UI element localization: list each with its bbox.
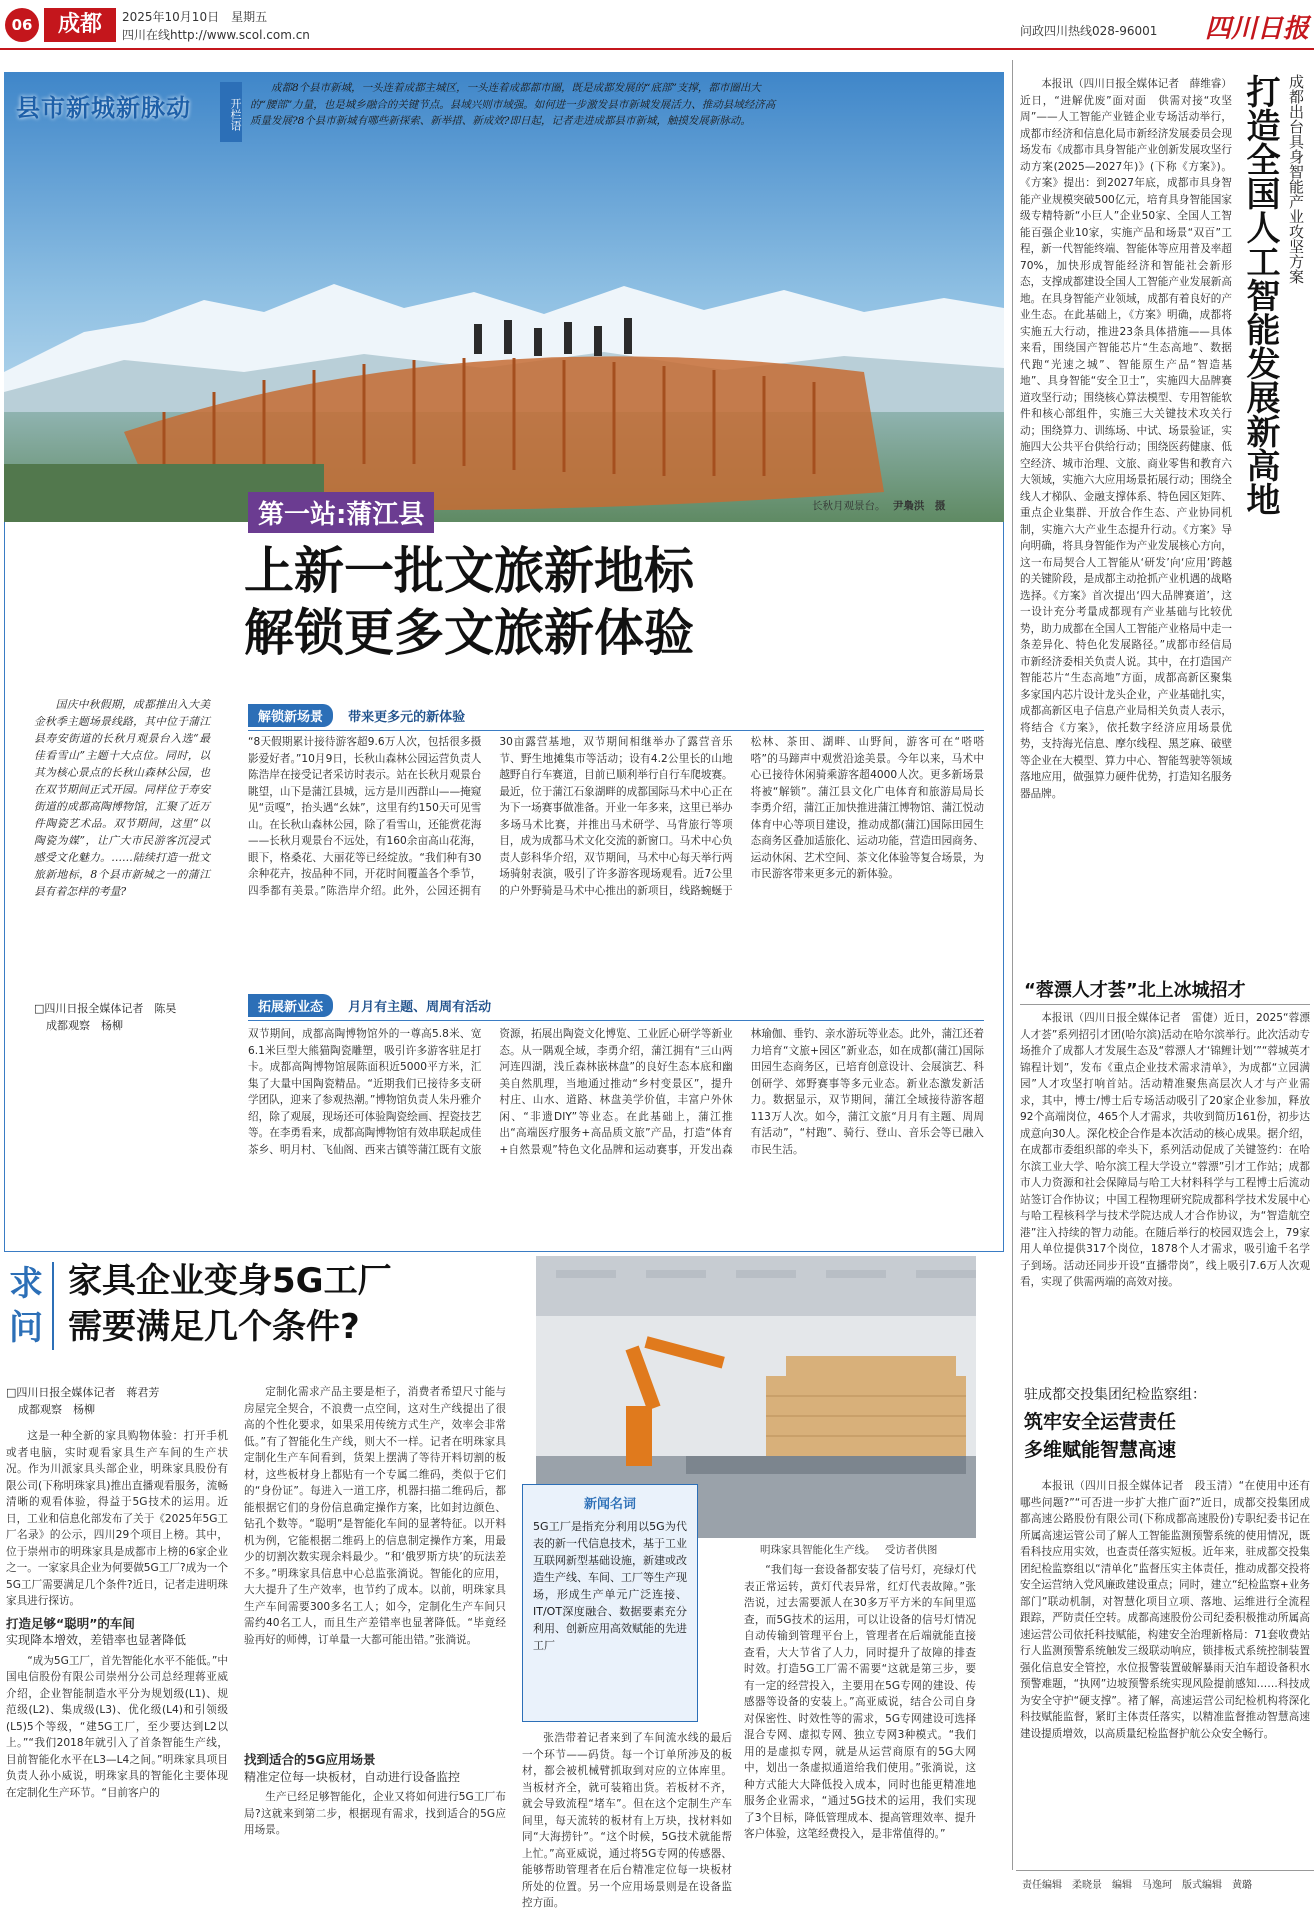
qiuwen-col1-para2: “成为5G工厂，首先智能化水平不能低。”中国电信股份有限公司崇州分公司总经理蒋亚威介绍，企业智能制造水平分为规划级(L1)、规范级(L2)、集成级(L3)、优化级(L4)和引领级(L5)5个等级，“建5G工厂，至少要达到L2以上。”“我们2018年就引入了首条智能生产线，目前智能化水平在L3—L4之间。”明珠家具项目负责人孙小威说，明珠家具的智能化主要体现在定制化生产环节。“目前客户的 bbox=[6, 1654, 228, 1799]
qiuwen-col2 bbox=[244, 1384, 506, 1839]
feature-byline-reporter: □四川日报全媒体记者 陈昊 bbox=[34, 1002, 177, 1015]
story2-para: 本报讯（四川日报全媒体记者 雷倢）近日，2025“蓉漂人才荟”系列招引才团(哈尔滨)活动在哈尔滨举行。此次活动专场推介了成都人才发展生态及“蓉漂人才‘锦鲤计划’”“蓉城英才锦程计划”，发布《重点企业技术需求清单》，为成都“立园满园”人才攻坚打响首站。活动精准聚焦高层次人才与产业需求，其中，博士/博士后专场活动吸引了20家企业参加，释放92个高端岗位，465个人才需求，共收到简历161份，初步达成意向30人。深化校企合作是本次活动的核心成果。据介绍，在成都市委组织部的牵头下，系列活动促成了关键签约：在哈尔滨工业大学、哈尔滨工程大学设立“蓉漂”引才工作站；成都市人力资源和社会保障局与哈工大材料科学与工程博士后流动站签订合作协议；中国工程物理研究院成都科学技术发展中心与哈工程核科学与技术学院达成人才合作协议，为“智造航空港”注入持续的智力动能。在随后举行的校园双选会上，79家用人单位提供317个岗位，1878个人才需求，吸引逾千名学子到场。活动还同步开设“直播带岗”，线上吸引7.6万人次观看，实现了供需两端的高效对接。 bbox=[1020, 1012, 1310, 1288]
factory-photo-credit: 受访者供图 bbox=[884, 1544, 938, 1556]
site-url[interactable]: 四川在线http://www.scol.com.cn bbox=[122, 28, 310, 42]
issue-date: 2025年10月10日 星期五 bbox=[122, 10, 268, 24]
qiuwen-byline bbox=[6, 1384, 159, 1418]
qiuwen-tag-2: 问 bbox=[9, 1308, 43, 1348]
qiuwen-sub1 bbox=[6, 1616, 228, 1649]
main-story-title: 打造全国人工智能发展新高地 bbox=[1240, 74, 1280, 516]
feature-headline-line1: 上新一批文旅新地标 bbox=[244, 542, 694, 600]
qiuwen-col1 bbox=[6, 1428, 228, 1861]
footer-rule bbox=[1016, 1870, 1314, 1871]
qiuwen-sub2 bbox=[244, 1752, 506, 1785]
qiuwen-col2-para: 定制化需求产品主要是柜子，消费者希望尺寸能与房屋完全契合，不浪费一点空间，这对生产线提出了很高的个性化要求，如果采用传统方式生产，效率会非常低。”有了智能化生产线，则大不一样。记者在明珠家具定制化生产车间看到，货架上摆满了等待开料切割的板材，这些板材身上都贴有一个专属二维码，类似于它们的“身份证”。每进入一道工序，机器扫描二维码后，都能根据它们的身份信息确定操作方案，比如封边颜色、钻孔个数等。“聪明”是智能化车间的显著特征。以开料机为例，它能根据二维码上的信息制定操作方案，用最少的切割次数实现余料最少。“和‘俄罗斯方块’的玩法差不多。”明珠家具信息中心总监张淌说。智能化的应用，大大提升了生产效率，也节约了成本。以前，明珠家具生产车间需要300多名工人；如今，定制化生产车间只需约40名工人，而且生产差错率也显著降低。“毕竟经验再好的师傅，订单量一大都可能出错。”张淌说。 bbox=[244, 1386, 506, 1646]
footer-editors: 责任编辑 柔晓景 编辑 马逸珂 版式编辑 黄璐 bbox=[1022, 1880, 1252, 1891]
section-2-body: 双节期间，成都高陶博物馆外的一尊高5.8米、宽6.1米巨型大熊猫陶瓷雕塑，吸引许多游客驻足打卡。成都高陶博物馆展陈面积近5000平方米，汇集了大量中国陶瓷精品。“近期我们已接待多支研学团队，迎来了参观热潮。”博物馆负责人朱丹雅介绍，除了观展，现场还可体验陶瓷绘画、捏瓷技艺等。在李勇看来，成都高陶博物馆有效串联起成佳茶乡、明月村、飞仙阁、西来古镇等蒲江既有文旅资源，拓展出陶瓷文化博览、工业匠心研学等新业态。从一隅观全域，李勇介绍，蒲江拥有“三山两河连四湖，浅丘森林嵌林盘”的良好生态本底和幽美自然肌理，当地通过推动“乡村变景区”，提升村庄、山水、道路、林盘美学价值，丰富户外休闲、“非遗DIY”等业态。在此基础上，蒲江推出“高端医疗服务+高品质文旅”产品，打造“体育+自然景观”特色文化品牌和运动赛事，开发出森林瑜伽、垂钓、亲水游玩等业态。此外，蒲江还着力培育“文旅+园区”新业态，如在成都(蒲江)国际田园生态商务区，已培育创意设计、会展演艺、科创研学、郊野赛事等多元业态。新业态激发新活力。数据显示，双节期间，蒲江全域接待游客超113万人次。如今，蒲江文旅“月月有主题、周周有活动”，“村跑”、骑行、登山、音乐会等已融入市民生活。 bbox=[248, 1028, 984, 1156]
main-story-kicker: 成都出台具身智能产业攻坚方案 bbox=[1287, 74, 1305, 284]
section-name: 成都 bbox=[44, 8, 116, 42]
qiuwen-col4-para: “我们每一套设备都安装了信号灯，亮绿灯代表正常运转，黄灯代表异常，红灯代表故障。”张浩说，过去需要派人在30多万平方米的车间里巡查，而5G技术的运用，可以让设备的信号灯情况自动传输到管理平台上，管理者在后端就能直接查看，大大节省了人力，同时提升了故障的排查时效。打造5G工厂需不需要“这就是第三步，要有一定的经营投入，主要用在5G专网的建设、传感器等设备的安装上。”高亚威说，结合公司自身对保密性、时效性等的需求，5G专网建设可选择混合专网、虚拟专网、独立专网3种模式。“我们用的是虚拟专网，就是从运营商原有的5G大网中，划出一条虚拟通道给我们使用。”张淌说，这种方式能大大降低投入成本，同时也能更精准地服务企业需求，“通过5G技术的运用，我们实现了3个目标，降低管理成本、提高管理效率、提升客户体验，这笔经费投入，是非常值得的。” bbox=[744, 1564, 976, 1840]
main-story-body bbox=[1020, 76, 1232, 956]
masthead-logo: 四川日报 bbox=[1205, 14, 1310, 44]
series-logo bbox=[16, 88, 206, 144]
factory-photo-caption-text: 明珠家具智能化生产线。 bbox=[760, 1544, 876, 1556]
subhead-1-rule bbox=[248, 730, 984, 731]
subhead-1-tag: 解锁新场景 bbox=[248, 704, 333, 727]
story3-body bbox=[1020, 1478, 1310, 1860]
subhead-1-title: 带来更多元的新体验 bbox=[348, 710, 466, 725]
series-logo-text: 县市新城新脉动 bbox=[16, 93, 191, 122]
page-header bbox=[0, 0, 1314, 52]
main-story-para: 本报讯（四川日报全媒体记者 薛维睿）近日，“进解优废”面对面 供需对接“攻坚周”——人工智能产业链企业专场活动举行，成都市经济和信息化局市新经济发展委员会现场发布《成都市具身智能产业创新发展攻坚行动方案(2025—2027年)》(下称《方案》)。《方案》提出：到2027年底，成都市具身智能产业规模突破500亿元，培育具身智能国家级专精特新“小巨人”企业50家、全国人工智能百强企业10家，实施产品和场景“双百”工程，新一代智能终端、智能体等应用普及率超70%，加快形成智能经济和智能社会新形态，支撑成都建设全国人工智能产业发展新高地。在具身智能产业领域，成都有着良好的产业生态。在此基础上，《方案》明确，成都将实施五大行动，推进23条具体措施——具体来看，围绕国产智能芯片“生态高地”、数据代跑“光速之城”、智能原生产品“智造基地”、具身智能“安全卫士”，实施四大品牌赛道攻坚行动；围绕核心算法模型、专用智能软件和核心部组件，实施三大关键技术攻关行动；围绕算力、训练场、中试、场景验证，实施四大公共平台供给行动；围绕医药健康、低空经济、城市治理、文旅、商业零售和教育六大领域，实施六大应用场景拓展行动；围绕全线人才梯队、金融支撑体系、特色园区矩阵、重点企业集群、开放合作生态、产业协同机制，实施六大产业生态提升行动。《方案》导向明确，将具身智能作为产业发展核心方向，这一布局契合人工智能从‘研发’向‘应用’跨越的关键阶段，是成都主动抢抓产业机遇的战略选择。《方案》首次提出‘四大品牌赛道’，这一设计充分考量成都现有产业基础与比较优势，助力成都在全国人工智能产业格局中走一条差异化、特色化发展路径。”成都市经信局市新经济委相关负责人说。其中，在打造国产智能芯片“生态高地”方面，成都高新区聚集多家国内芯片设计龙头企业，产业基础扎实，成都高新区电子信息产业局相关负责人表示，将结合《方案》，依托数字经济应用场景优势，支持海光信息、摩尔线程、黑芝麻、破壁等企业在大模型、算力中心、智能驾驶等领域落地应用，做强算力硬件优势，打造知名服务器品牌。 bbox=[1020, 78, 1232, 800]
story2-title-rule bbox=[1020, 1004, 1310, 1005]
qiuwen-tag bbox=[6, 1262, 46, 1350]
intro-text: 成都8个县市新城，一头连着成都主城区，一头连着成都都市圈，既是成都发展的“底部”支撑，都市圈出大的“腰部”力量，也是城乡融合的关键节点。县域兴则市域强。如何进一步激发县市新城发展活力、推动县域经济高质量发展?8个县市新城有哪些新探索、新举措、新成效?即日起，记者走进成都县市新城，触摸发展新脉动。 bbox=[250, 82, 776, 127]
qiuwen-sub1-subtitle: 实现降本增效，差错率也显著降低 bbox=[6, 1633, 187, 1647]
qiuwen-tag-1: 求 bbox=[9, 1264, 43, 1304]
qiuwen-sub1-title: 打造足够“聪明”的车间 bbox=[6, 1615, 135, 1631]
story3-title-line1: 筑牢安全运营责任 bbox=[1024, 1411, 1177, 1433]
qiuwen-col3 bbox=[522, 1730, 732, 1909]
lead-paragraph: 国庆中秋假期，成都推出入大美金秋季主题场景线路，其中位于蒲江县寿安街道的长秋月观景台入选“最佳看雪山”主题十大点位。同时，以其为核心景点的长秋山森林公园，也在双节期间正式开园。同样位于寿安街道的成都高陶博物馆，汇聚了近万件陶瓷艺术品。双节期间，这里“以陶瓷为媒”，让广大市民游客沉浸式感受文化魅力。……陆续打造一批文旅新地标，8个县市新城之一的蒲江县有着怎样的考量? bbox=[34, 698, 210, 898]
subhead-1 bbox=[248, 704, 984, 731]
qiuwen-col4 bbox=[744, 1562, 976, 1890]
qiuwen-sub2-title: 找到适合的5G应用场景 bbox=[244, 1752, 376, 1767]
hotline: 问政四川热线028-96001 bbox=[1020, 24, 1158, 38]
qiuwen-byline-observer: 成都观察 杨柳 bbox=[18, 1403, 95, 1416]
subhead-2-rule bbox=[248, 1020, 984, 1021]
news-term-title: 新闻名词 bbox=[583, 1497, 636, 1512]
story3-para: 本报讯（四川日报全媒体记者 段玉清）“在使用中还有哪些问题?”“可否进一步扩大推广面?”近日，成都交投集团成都高速公路股份有限公司(下称成都高速股份)专职纪委书记在所属高速运管公司了解人工智能监测预警系统的使用情况，既看科技应用实效，也查责任落实短板。近年来，驻成都交投集团纪检监察组以“清单化”监督压实主体责任，推动成都交投将安全运营纳入党风廉政建设重点；同时，建立“纪检监察+业务部门”联动机制，对智慧化项目立项、落地、运维进行全流程跟踪，严防责任空转。成都高速股份公司纪委积极推动所属高速运营公司依托科技赋能，构建安全治理新格局：71套收费站行人监测预警系统触发三级联动响应，锁排板式系统控制装置强化信息安全管控，水位报警装置破解暴雨天泊车超设备积水预警难题，“执网”边坡预警系统实现风险提前感知……科技成为安全守护“硬支撑”。褚了解，高速运营公司纪检机构将深化科技赋能监督，紧盯主体责任落实，以精准监督推动智慧高速建设提质增效，以高质量纪检监督护航公众安全畅行。 bbox=[1020, 1480, 1310, 1740]
story2-body bbox=[1020, 1010, 1310, 1372]
kaikanyu-label: 开栏语 bbox=[220, 82, 242, 142]
photo-caption-text: 长秋月观景台。 bbox=[812, 500, 886, 512]
header-rule bbox=[0, 48, 1314, 50]
subhead-2-title: 月月有主题、周周有活动 bbox=[348, 1000, 492, 1015]
feature-headline bbox=[244, 540, 844, 664]
station-label: 第一站:蒲江县 bbox=[248, 492, 434, 533]
photo-credit: 尹梟洪 摄 bbox=[892, 500, 946, 512]
story3-kicker: 驻成都交投集团纪检监察组： bbox=[1024, 1387, 1206, 1403]
feature-byline-observer: 成都观察 杨柳 bbox=[46, 1019, 123, 1032]
qiuwen-byline-reporter: □四川日报全媒体记者 蒋君芳 bbox=[6, 1386, 160, 1399]
qiuwen-col1-para: 这是一种全新的家具购物体验：打开手机或者电脑，实时观看家具生产车间的生产状况。作为川派家具头部企业，明珠家具股份有限公司(下称明珠家具)推出直播观看服务，流畅清晰的观看体验，得益于5G技术的运用。近日，工业和信息化部发布了关于《2025年5G工厂名录》的公示，四川29个项目上榜。其中，位于崇州市的明珠家具是成都市上榜的6家企业之一。一家家具企业为何要做5G工厂?成为一个5G工厂需要满足几个条件?近日，记者走进明珠家具进行探访。 bbox=[6, 1430, 229, 1607]
feature-headline-line2: 解锁更多文旅新体验 bbox=[244, 604, 694, 662]
section-1-body: “8天假期累计接待游客超9.6万人次，包括很多摄影爱好者。”10月9日，长秋山森林公园运营负责人陈浩岸在接受记者采访时表示。站在长秋月观景台眺望，山下是蒲江县城，远方是川西群山——掩窥见“贡嘎”，抬头遇“幺妹”，这里有约150天可见雪山。在长秋山森林公园，除了看雪山，还能赏花海——长秋月观景台不远处，有160余亩高山花海，眼下，格桑花、大丽花等已经绽放。“我们种有30余种花卉，按品种不同，开花时间覆盖各个季节，四季都有美景。”陈浩岸介绍。此外，公园还拥有30亩露营基地，双节期间相继举办了露营音乐节、野生地摊集市等活动；设有4.2公里长的山地越野自行车赛道，目前已顺利举行自行车爬坡赛。最近，位于蒲江石象湖畔的成都国际马术中心正在为下一场赛事做准备。开业一年多来，这里已举办多场马术比赛，并推出马术研学、马背旅行等项目，成为成都马术文化交流的新窗口。马术中心负责人彭科华介绍，双节期间，马术中心每天举行两场骑射表演，吸引了许多游客现场观看。近7公里的户外野骑是马术中心推出的新项目，线路蜿蜒于松林、茶田、湖畔、山野间，游客可在“嗒嗒嗒”的马蹄声中观赏沿途美景。今年以来，马术中心已接待休闲骑乘游客超4000人次。更多新场景将被“解锁”。蒲江县文化广电体育和旅游局局长李勇介绍，蒲江正加快推进蒲江博物馆、蒲江悦动体育中心等项目建设，推动成都(蒲江)国际田园生态商务区叠加适旅化、运动功能，营造田园商务、运动休闲、艺术空间、茶文化体验等复合场景，为市民游客带来更多元的新体验。 bbox=[248, 736, 984, 897]
news-term-body: 5G工厂是指充分利用以5G为代表的新一代信息技术，基于工业互联网新型基础设施，新建或改造生产线、车间、工厂等生产现场，形成生产单元广泛连接、IT/OT深度融合、数据要素充分利用、创新应用高效赋能的先进工厂 bbox=[533, 1520, 687, 1652]
qiuwen-sub2-subtitle: 精准定位每一块板材，自动进行设备监控 bbox=[244, 1769, 461, 1784]
factory-photo-caption bbox=[760, 1542, 937, 1557]
qiuwen-col3-para: 张浩带着记者来到了车间流水线的最后一个环节——码货。每一个订单所涉及的板材，都会被机械臂抓取到对应的立体库里。当板材齐全，就可装箱出货。若板材不齐，就会导致流程“堵车”。但在这个定制生产车间里，每天流转的板材有上万块，找材料如同“大海捞针”。“这个时候，5G技术就能帮上忙。”高亚威说，通过将5G专网的传感器、能够帮助管理者在后台精准定位每一块板材所处的位置。另一个应用场景则是在设备监控方面。 bbox=[522, 1732, 732, 1909]
qiuwen-headline-line1: 家具企业变身5G工厂 bbox=[68, 1261, 392, 1301]
subhead-2 bbox=[248, 994, 984, 1021]
story2-title: “蓉漂人才荟”北上冰城招才 bbox=[1024, 980, 1246, 1001]
right-column-divider bbox=[1012, 60, 1013, 1870]
page-number-badge: 06 bbox=[5, 8, 39, 42]
subhead-2-tag: 拓展新业态 bbox=[248, 994, 333, 1017]
news-term-box bbox=[522, 1484, 698, 1722]
qiuwen-col2-para2: 生产已经足够智能化，企业又将如何进行5G工厂布局?这就来到第二步，根据现有需求，找到适合的5G应用场景。 bbox=[244, 1791, 506, 1836]
qiuwen-headline-line2: 需要满足几个条件? bbox=[68, 1307, 360, 1347]
feature-byline bbox=[34, 1000, 214, 1034]
photo-caption bbox=[812, 498, 945, 513]
qiuwen-headline bbox=[68, 1258, 508, 1350]
story3-headline bbox=[1024, 1384, 1310, 1464]
story3-title-line2: 多维赋能智慧高速 bbox=[1024, 1439, 1177, 1461]
qiuwen-tag-divider bbox=[52, 1262, 54, 1350]
